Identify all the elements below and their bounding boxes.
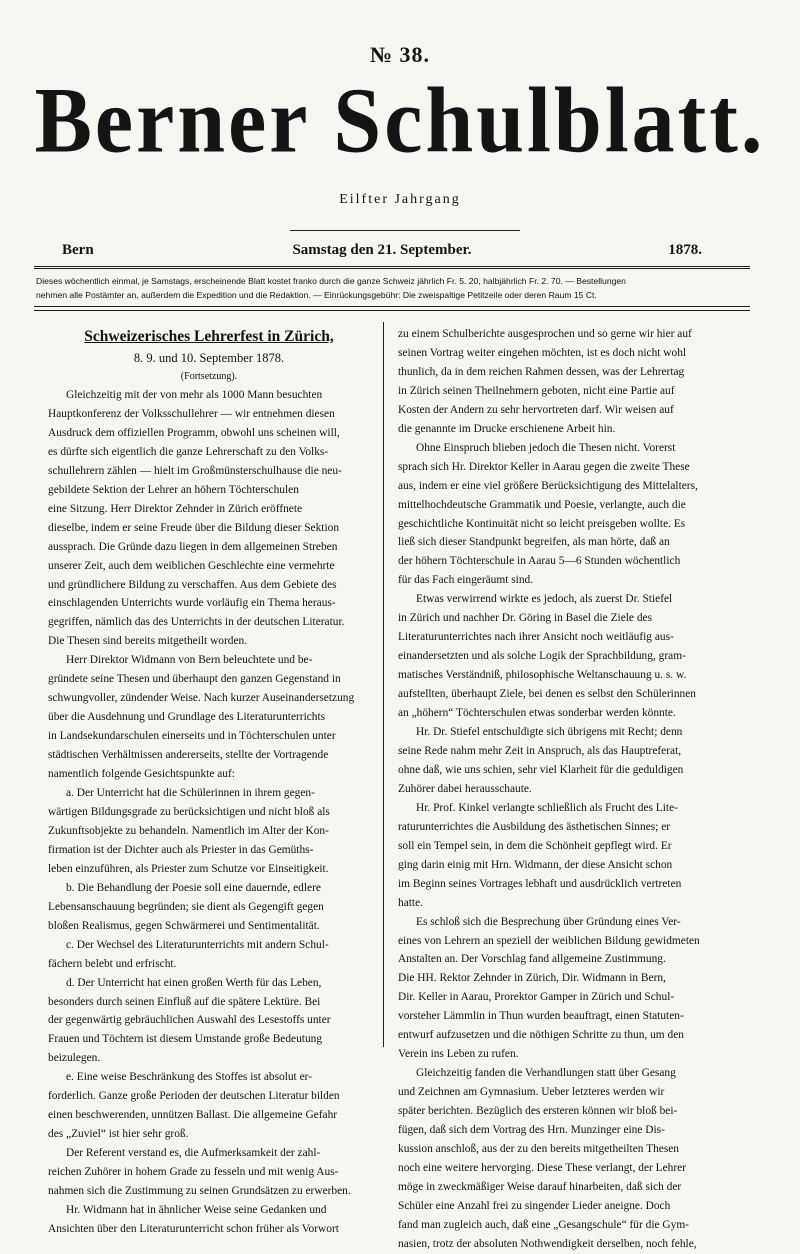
- short-rule: [290, 230, 520, 231]
- text-line: ohne daß, wie uns schien, sehr viel Klarheit für die geduldigen: [398, 763, 684, 776]
- text-line: schwungvoller, zündender Weise. Nach kurzer Auseinandersetzung: [48, 692, 355, 705]
- text-line: nahmen sich die Zustimmung zu seinen Grundsätzen zu erwerben.: [48, 1185, 351, 1198]
- masthead-title: Berner Schulblatt.: [34, 68, 766, 172]
- text-line: ging darin einig mit Hrn. Widmann, der diese Ansicht schon: [398, 858, 673, 871]
- notice-line: Dieses wöchentlich einmal, je Samstags, erscheinende Blatt kostet franko durch die ganze Schweiz jährlich Fr. 5. 20, halbjährlich Fr. 2. 70. — Bestellungen: [36, 276, 626, 286]
- text-line: Der Referent verstand es, die Aufmerksamkeit der zahl-: [66, 1147, 321, 1160]
- text-line: Frauen und Töchtern ist diesem Umstande große Bedeutung: [48, 1033, 323, 1046]
- text-line: eine Sitzung. Herr Direktor Zehnder in Zürich eröffnete: [48, 502, 303, 515]
- text-line: Gleichzeitig mit der von mehr als 1000 Mann besuchten: [66, 389, 323, 401]
- text-line: forderlich. Ganze große Perioden der deutschen Literatur bilden: [48, 1090, 340, 1103]
- text-line: des „Zuviel“ ist hier sehr groß.: [48, 1128, 189, 1141]
- text-line: Die Thesen sind bereits mitgetheilt worden.: [48, 635, 248, 648]
- text-line: Hr. Widmann hat in ähnlicher Weise seine Gedanken und: [66, 1203, 327, 1216]
- rule-top: [34, 266, 750, 269]
- text-line: Es schloß sich die Besprechung über Gründung eines Ver-: [416, 915, 681, 928]
- text-line: der höhern Töchterschule in Aarau 5—6 Stunden wöchentlich: [398, 555, 681, 568]
- dateline-place: Bern: [62, 242, 94, 258]
- text-line: Lebensanschauung begründen; sie dient als Gegengift gegen: [48, 900, 324, 913]
- text-line: matisches Verständniß, philosophische Weltanschauung u. s. w.: [398, 669, 687, 682]
- text-line: firmation ist der Dichter auch als Priester in das Gemüths-: [48, 843, 314, 856]
- text-line: gründete seine Thesen und überhaupt den ganzen Gegenstand in: [48, 673, 341, 686]
- text-line: aus, indem er eine viel größere Berücksichtigung des Mittelalters,: [398, 479, 698, 492]
- rule-under-notice: [34, 306, 750, 307]
- text-line: aussprach. Die Gründe dazu liegen in dem allgemeinen Streben: [48, 540, 338, 553]
- left-column: [48, 322, 370, 1239]
- text-line: fand man zugleich auch, daß eine „Gesangschule“ für die Gym-: [398, 1218, 689, 1231]
- text-line: Ohne Einspruch blieben jedoch die Thesen nicht. Vorerst: [416, 441, 676, 454]
- text-line: schullehrern zählen — hielt im Großmünsterschulhause die neu-: [48, 464, 342, 477]
- volume-subtitle: Eilfter Jahrgang: [339, 192, 461, 207]
- text-line: reichen Zuhörer in hohem Grade zu fesseln und mit wenig Aus-: [48, 1166, 339, 1179]
- text-line: in Zürich und nachher Dr. Göring in Basel die Ziele des: [398, 612, 653, 625]
- article-dates: 8. 9. und 10. September 1878.: [133, 351, 285, 365]
- text-line: bloßen Realismus, gegen Schwärmerei und Sentimentalität.: [48, 919, 320, 932]
- text-line: in Landsekundarschulen einerseits und in Töchterschulen unter: [48, 730, 336, 743]
- text-line: seine Rede nahm mehr Zeit in Anspruch, als das Hauptreferat,: [398, 744, 682, 757]
- text-line: noch eine weitere hervorging. Diese These verlangt, der Lehrer: [398, 1161, 687, 1174]
- text-line: raturunterrichtes die Ausbildung des ästhetischen Sinnes; er: [398, 820, 671, 833]
- text-line: ließ sich dieser Standpunkt begreifen, als man hörte, daß an: [398, 536, 670, 549]
- text-line: leben einzuführen, als Priester zum Schutze vor Einseitigkeit.: [48, 862, 329, 875]
- text-line: Ansichten über den Literaturunterricht schon früher als Vorwort: [48, 1222, 339, 1235]
- text-line: über die Ausdehnung und Grundlage des Literaturunterrichts: [48, 711, 326, 724]
- text-line: thunlich, da in dem reichen Rahmen dessen, was der Lehrertag: [398, 365, 685, 378]
- issue-number: № 38.: [369, 42, 431, 67]
- text-line: es dürfte sich eigentlich die ganze Lehrerschaft zu den Volks-: [48, 445, 329, 458]
- text-line: Zukunftsobjekte zu behandeln. Namentlich im Alter der Kon-: [48, 824, 329, 837]
- text-line: in Zürich seinen Theilnehmern geboten, nicht eine Partie auf: [398, 384, 675, 397]
- text-line: Die HH. Rektor Zehnder in Zürich, Dir. Widmann in Bern,: [398, 972, 666, 985]
- text-line: Hr. Dr. Stiefel entschuldigte sich übrigens mit Recht; denn: [416, 726, 683, 739]
- text-line: namentlich folgende Gesichtspunkte auf:: [48, 768, 235, 781]
- text-line: sprach sich Hr. Direktor Keller in Aarau gegen die zweite These: [398, 460, 690, 473]
- continuation-note: (Fortsetzung).: [180, 371, 238, 382]
- text-line: kussion anschloß, aus der zu den bereits mitgetheilten Thesen: [398, 1142, 680, 1155]
- text-line: für das Fach eingeräumt sind.: [398, 574, 534, 587]
- text-line: gegriffen, nämlich das des Unterrichts in der deutschen Literatur.: [48, 616, 345, 629]
- article-title: Schweizerisches Lehrerfest in Zürich,: [84, 328, 334, 345]
- text-line: soll ein Tempel sein, in dem die Schönheit gepflegt wird. Er: [398, 839, 672, 852]
- text-line: seinen Vortrag weiter eingehen möchten, ist es doch nicht wohl: [398, 346, 687, 359]
- right-column: [398, 325, 738, 1254]
- text-line: Gleichzeitig fanden die Verhandlungen statt über Gesang: [416, 1067, 676, 1080]
- text-line: später berichten. Bezüglich des ersteren können wir bloß bei-: [398, 1105, 678, 1118]
- text-line: unserer Zeit, auch dem weiblichen Geschlechte eine vermehrte: [48, 559, 335, 572]
- text-line: und gründlichere Bildung zu verschaffen. Aus dem Gebiete des: [48, 578, 337, 591]
- text-line: städtischen Verhältnissen andererseits, stellte der Vortragende: [48, 749, 329, 762]
- text-line: und Zeichnen am Gymnasium. Ueber letzteres werden wir: [398, 1086, 665, 1099]
- text-line: vorsteher Lämmlin in Thun wurden beauftragt, einen Statuten-: [398, 1010, 684, 1023]
- text-line: d. Der Unterricht hat einen großen Werth für das Leben,: [66, 976, 322, 989]
- text-line: einandersetzten und als solche Logik der Sprachbildung, gram-: [398, 650, 686, 663]
- text-line: c. Der Wechsel des Literaturunterrichts mit andern Schul-: [66, 938, 329, 951]
- text-line: aufstellten, überhaupt Ziele, bei denen es selbst den Schülerinnen: [398, 688, 696, 701]
- text-line: Literaturunterrichtes nach ihrer Ansicht noch weitläufig aus-: [398, 631, 674, 644]
- text-line: an „höhern“ Töchterschulen etwas sonderbar werden könnte.: [398, 707, 676, 720]
- text-line: mittelhochdeutsche Grammatik und Poesie, verlangte, auch die: [398, 498, 686, 511]
- text-line: Ausdruck dem offiziellen Programm, obwohl uns scheinen will,: [48, 426, 340, 439]
- column-divider: [383, 322, 384, 1047]
- text-line: b. Die Behandlung der Poesie soll eine dauernde, edlere: [66, 881, 321, 894]
- text-line: gebildete Sektion der Lehrer an höhern Töchterschulen: [48, 483, 299, 496]
- text-line: die genannte im Drucke erschienene Arbeit hin.: [398, 422, 616, 435]
- text-line: der gegenwärtig gebräuchlichen Auswahl des Lesestoffs unter: [48, 1014, 331, 1027]
- text-line: beizulegen.: [48, 1052, 101, 1065]
- text-line: Kosten der Andern zu sehr hervortreten darf. Wir weisen auf: [398, 403, 674, 416]
- notice-line: nehmen alle Postämter an, außerdem die Expedition und die Redaktion. — Einrückungsgebühr: Die zweispaltige Petitzeile oder deren Raum 15 Ct.: [36, 290, 597, 300]
- text-line: e. Eine weise Beschränkung des Stoffes ist absolut er-: [66, 1071, 312, 1084]
- dateline-year: 1878.: [668, 242, 702, 258]
- text-line: Hr. Prof. Kinkel verlangte schließlich als Frucht des Lite-: [416, 801, 678, 814]
- text-line: geschichtliche Kontinuität nicht so leicht preisgeben wollte. Es: [398, 517, 686, 530]
- text-line: Verein ins Leben zu rufen.: [398, 1048, 519, 1061]
- text-line: möge in zweckmäßiger Weise darauf hinarbeiten, daß sich der: [398, 1180, 682, 1193]
- text-line: Anstalten an. Der Vorschlag fand allgemeine Zustimmung.: [398, 953, 666, 966]
- text-line: im Beginn seines Vortrages lebhaft und ausdrücklich vertreten: [398, 877, 682, 890]
- text-line: besonders durch seinen Einfluß auf die spätere Lektüre. Bei: [48, 995, 321, 1008]
- dateline: [62, 242, 702, 264]
- text-line: dieselbe, indem er seine Freude über die Bildung dieser Sektion: [48, 521, 340, 534]
- text-line: nasien, trotz der absoluten Nothwendigkeit derselben, noch fehle,: [398, 1237, 697, 1250]
- text-line: fügen, daß sich dem Vortrag des Hrn. Munzinger eine Dis-: [398, 1124, 665, 1137]
- text-line: Herr Direktor Widmann von Bern beleuchtete und be-: [66, 654, 313, 667]
- text-line: wärtigen Bildungsgrade zu berücksichtigen und nicht bloß als: [48, 805, 330, 818]
- rule-under-notice-2: [34, 310, 750, 311]
- text-line: Hauptkonferenz der Volksschullehrer — wir entnehmen diesen: [48, 407, 335, 420]
- text-line: einen beschwerenden, unnützen Ballast. Die allgemeine Gefahr: [48, 1109, 338, 1122]
- text-line: fächern belebt und erfrischt.: [48, 957, 177, 970]
- text-line: einschlagenden Unterrichts wurde vorläufig ein Thema heraus-: [48, 597, 336, 610]
- text-line: eines von Lehrern an speziell der weiblichen Bildung gewidmeten: [398, 934, 700, 947]
- dateline-date: Samstag den 21. September.: [292, 242, 472, 258]
- text-line: hatte.: [398, 896, 423, 909]
- text-line: entwurf aufzusetzen und die nöthigen Schritte zu thun, um den: [398, 1029, 684, 1042]
- text-line: Dir. Keller in Aarau, Prorektor Gamper in Zürich und Schul-: [398, 991, 675, 1004]
- text-line: a. Der Unterricht hat die Schülerinnen in ihrem gegen-: [66, 787, 315, 800]
- text-line: Etwas verwirrend wirkte es jedoch, als zuerst Dr. Stiefel: [416, 593, 673, 606]
- text-line: Schüler eine Anzahl frei zu singender Lieder aneigne. Doch: [398, 1199, 671, 1212]
- subscription-notice: [36, 274, 748, 302]
- text-line: Zuhörer dabei herausschaute.: [398, 782, 532, 795]
- text-line: zu einem Schulberichte ausgesprochen und so gerne wir hier auf: [398, 328, 692, 340]
